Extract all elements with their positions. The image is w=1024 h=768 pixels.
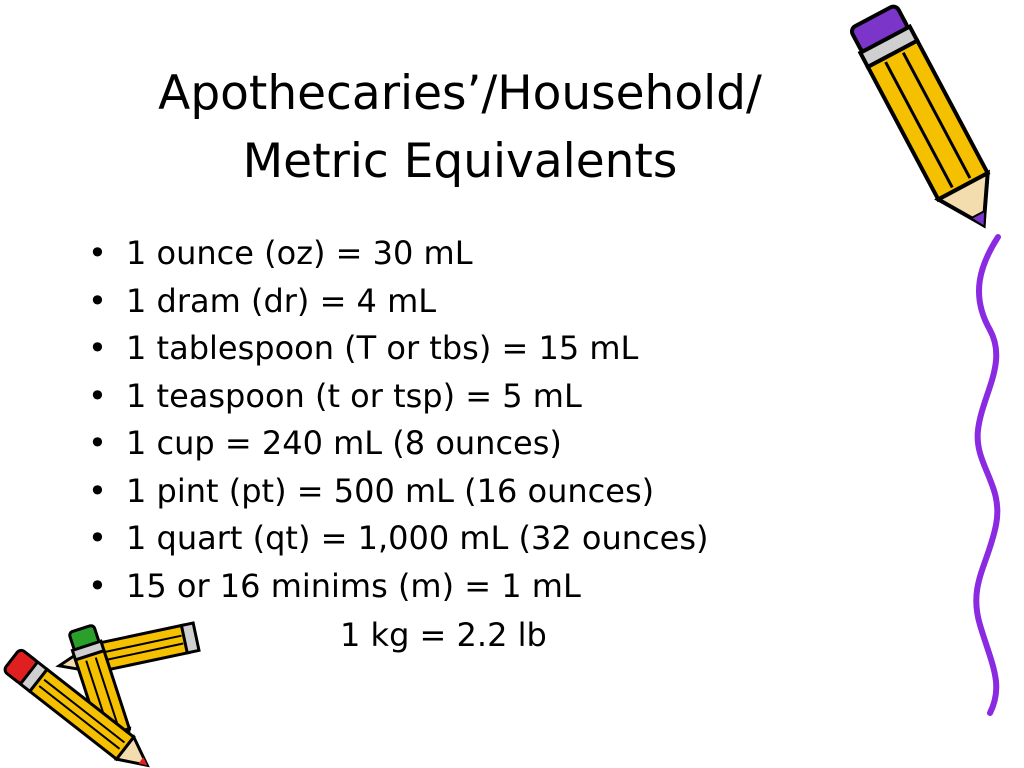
bullet-item: • 1 cup = 240 mL (8 ounces) [86, 420, 709, 468]
bullet-item: • 1 tablespoon (T or tbs) = 15 mL [86, 325, 709, 373]
bullet-item: • 1 ounce (oz) = 30 mL [86, 230, 709, 278]
bullet-item: • 15 or 16 minims (m) = 1 mL [86, 563, 709, 611]
squiggle-line [960, 235, 1020, 715]
title-line-2: Metric Equivalents [242, 134, 678, 189]
bullet-item: • 1 dram (dr) = 4 mL [86, 278, 709, 326]
weight-equivalent: 1 kg = 2.2 lb [340, 616, 547, 654]
bullet-list [86, 230, 709, 610]
title-line-1: Apothecaries’/Household/ [158, 66, 762, 121]
slide-title [60, 60, 860, 196]
bullet-item: • 1 quart (qt) = 1,000 mL (32 ounces) [86, 515, 709, 563]
bullet-item: • 1 pint (pt) = 500 mL (16 ounces) [86, 468, 709, 516]
pencil-icon [860, 0, 1000, 245]
pencils-icon [0, 615, 210, 765]
bullet-item: • 1 teaspoon (t or tsp) = 5 mL [86, 373, 709, 421]
